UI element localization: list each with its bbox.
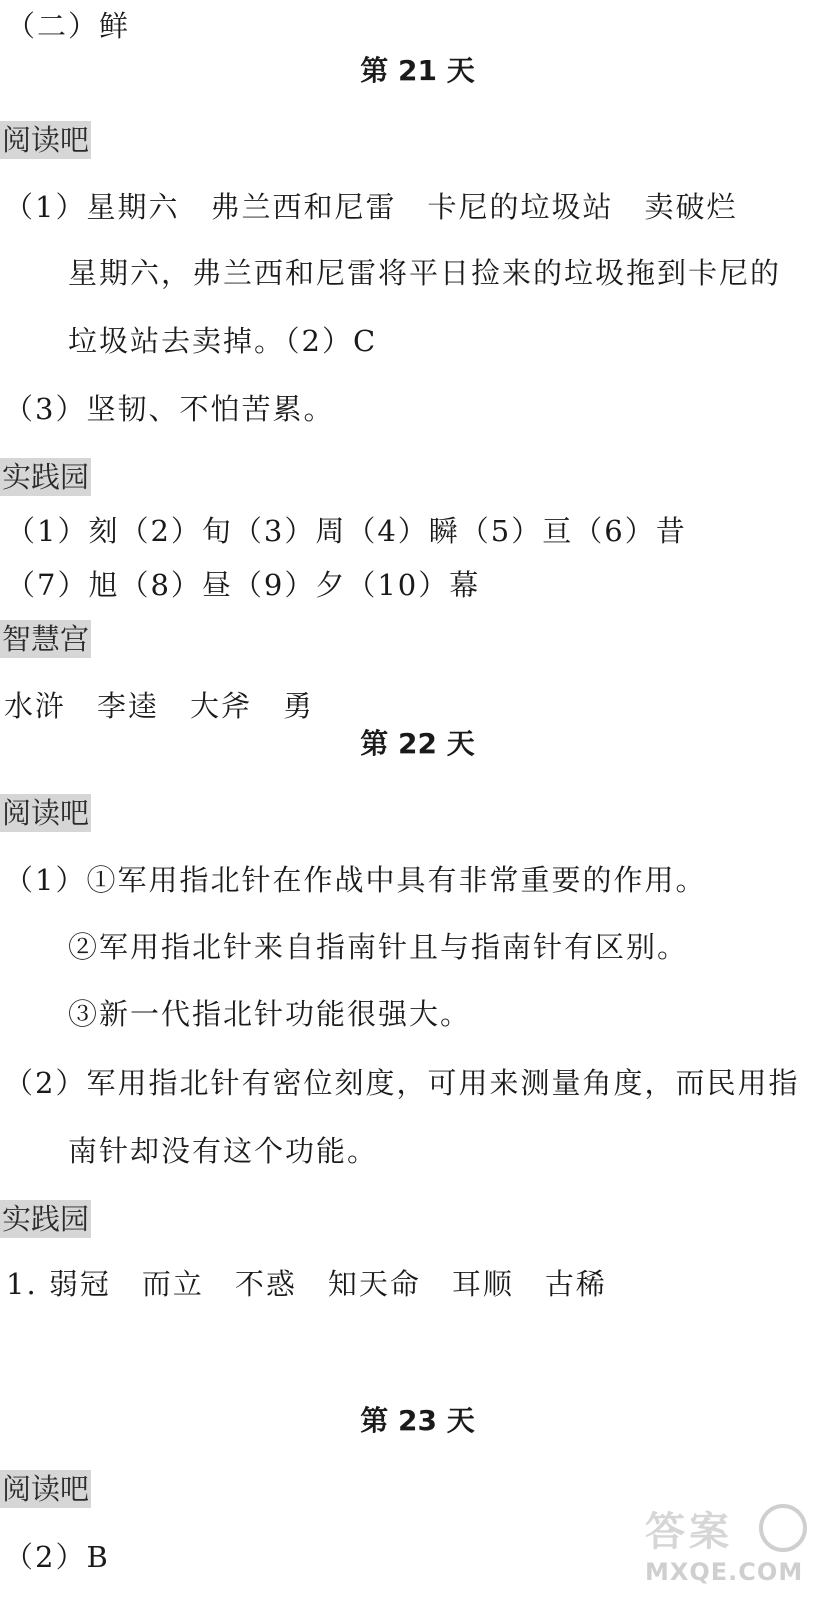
section-label: 实践园 <box>2 1202 90 1236</box>
answer-line: （7）旭（8）昼（9）夕（10）幕 <box>6 568 481 602</box>
section-label: 智慧宫 <box>2 622 90 656</box>
section-label: 实践园 <box>2 460 90 494</box>
answer-line: （1）刻（2）旬（3）周（4）瞬（5）亘（6）昔 <box>6 514 687 548</box>
answer-line: 星期六，弗兰西和尼雷将平日捡来的垃圾拖到卡尼的 <box>68 256 782 290</box>
answer-line: 垃圾站去卖掉。（2）C <box>68 324 378 358</box>
section-label: 阅读吧 <box>2 123 90 157</box>
answer-line: （3）坚韧、不怕苦累。 <box>4 392 335 426</box>
day-title: 第 23 天 <box>360 1404 475 1437</box>
answer-line: （2）军用指北针有密位刻度，可用来测量角度，而民用指 <box>4 1066 800 1100</box>
answer-line: 1. 弱冠 而立 不惑 知天命 耳顺 古稀 <box>6 1267 607 1301</box>
section-label: 阅读吧 <box>2 796 90 830</box>
answer-line: 南针却没有这个功能。 <box>68 1134 379 1168</box>
answer-line: 水浒 李逵 大斧 勇 <box>4 689 315 723</box>
watermark-text: 答案 <box>645 1509 733 1555</box>
watermark-circle-icon <box>759 1504 807 1552</box>
answer-line: （1）星期六 弗兰西和尼雷 卡尼的垃圾站 卖破烂 <box>4 190 738 224</box>
answer-line: （2）B <box>4 1540 110 1574</box>
watermark-url: MXQE.COM <box>645 1558 804 1586</box>
answer-line: （1）①军用指北针在作战中具有非常重要的作用。 <box>4 863 707 897</box>
day-title: 第 22 天 <box>360 727 475 760</box>
day-title: 第 21 天 <box>360 54 475 87</box>
section-label: 阅读吧 <box>2 1472 90 1506</box>
answer-line: （二）鲜 <box>6 9 131 43</box>
watermark-logo <box>645 1500 815 1586</box>
answer-line: ③新一代指北针功能很强大。 <box>68 997 472 1031</box>
answer-line: ②军用指北针来自指南针且与指南针有区别。 <box>68 930 689 964</box>
